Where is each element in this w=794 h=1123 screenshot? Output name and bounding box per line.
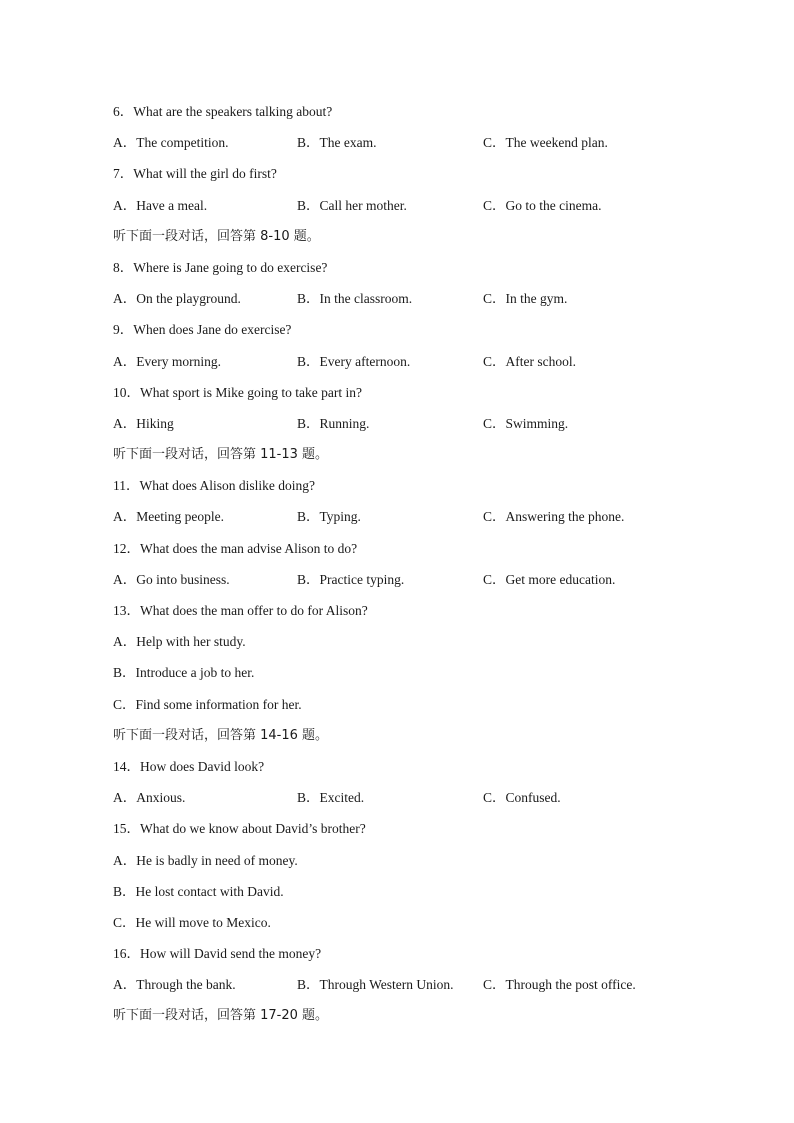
option-b: B．Every afternoon. xyxy=(297,353,411,369)
question-7-stem: 7．What will the girl do first? xyxy=(113,166,277,182)
option-c: C．Swimming. xyxy=(483,415,569,431)
question-stem xyxy=(113,944,713,975)
question-12-stem: 12．What does the man advise Alison to do? xyxy=(113,540,358,556)
section-heading-14-16: 听下面一段对话，回答第 14-16 题。 xyxy=(113,727,329,743)
option-a: A．Anxious. xyxy=(113,790,186,806)
question-stem xyxy=(113,539,713,570)
option-c: C．The weekend plan. xyxy=(483,135,608,151)
question-11-stem: 11．What does Alison dislike doing? xyxy=(113,478,315,494)
option-b: B．The exam. xyxy=(297,135,377,151)
question-6-stem: 6．What are the speakers talking about? xyxy=(113,104,333,119)
option-b: B．Through Western Union. xyxy=(297,977,454,993)
question-options xyxy=(113,289,713,320)
option-row xyxy=(113,695,713,726)
option-row xyxy=(113,882,713,913)
option-b: B．Typing. xyxy=(297,509,361,525)
section-heading xyxy=(113,726,713,757)
option-c: C．He will move to Mexico. xyxy=(113,914,271,930)
option-b: B．Running. xyxy=(297,415,370,431)
option-row xyxy=(113,913,713,944)
question-15-stem: 15．What do we know about David’s brother? xyxy=(113,821,366,837)
option-c: C．Answering the phone. xyxy=(483,509,625,525)
option-b: B．Introduce a job to her. xyxy=(113,665,255,681)
question-options xyxy=(113,507,713,538)
question-options xyxy=(113,414,713,445)
option-a: A．He is badly in need of money. xyxy=(113,852,298,868)
question-stem xyxy=(113,601,713,632)
question-8-stem: 8．Where is Jane going to do exercise? xyxy=(113,259,328,275)
question-options xyxy=(113,133,713,164)
option-a: A．On the playground. xyxy=(113,291,241,307)
option-c: C．Get more education. xyxy=(483,571,616,587)
option-a: A．Every morning. xyxy=(113,353,221,369)
question-stem xyxy=(113,320,713,351)
section-heading-8-10: 听下面一段对话，回答第 8-10 题。 xyxy=(113,228,320,244)
question-14-stem: 14．How does David look? xyxy=(113,758,265,774)
option-b: B．Call her mother. xyxy=(297,197,407,213)
question-stem xyxy=(113,819,713,850)
option-row xyxy=(113,663,713,694)
option-row xyxy=(113,851,713,882)
section-heading xyxy=(113,445,713,476)
option-c: C．After school. xyxy=(483,353,576,369)
question-stem xyxy=(113,258,713,289)
option-a: A．The competition. xyxy=(113,135,229,151)
option-a: A．Meeting people. xyxy=(113,509,224,525)
question-10-stem: 10．What sport is Mike going to take part in? xyxy=(113,384,362,400)
option-a: A．Have a meal. xyxy=(113,197,208,213)
question-stem xyxy=(113,476,713,507)
option-a: A．Through the bank. xyxy=(113,977,236,993)
section-heading-11-13: 听下面一段对话，回答第 11-13 题。 xyxy=(113,447,329,463)
option-a: A．Help with her study. xyxy=(113,634,246,650)
question-options xyxy=(113,570,713,601)
question-options xyxy=(113,975,713,1006)
question-stem xyxy=(113,164,713,195)
option-a: A．Go into business. xyxy=(113,571,230,587)
question-16-stem: 16．How will David send the money? xyxy=(113,946,322,962)
option-a: A．Hiking xyxy=(113,415,174,431)
section-heading-17-20: 听下面一段对话，回答第 17-20 题。 xyxy=(113,1008,329,1024)
option-b: B．Excited. xyxy=(297,790,365,806)
question-options xyxy=(113,788,713,819)
option-c: C．Confused. xyxy=(483,790,561,806)
option-c: C．Through the post office. xyxy=(483,977,636,993)
question-stem xyxy=(113,102,713,133)
exam-content xyxy=(113,102,713,1038)
question-stem xyxy=(113,757,713,788)
option-c: C．In the gym. xyxy=(483,291,568,307)
question-13-stem: 13．What does the man offer to do for Alison? xyxy=(113,603,368,618)
option-row xyxy=(113,632,713,663)
question-options xyxy=(113,196,713,227)
option-b: B．Practice typing. xyxy=(297,571,405,587)
option-b: B．In the classroom. xyxy=(297,291,413,307)
section-heading xyxy=(113,227,713,258)
question-stem xyxy=(113,383,713,414)
question-options xyxy=(113,352,713,383)
section-heading xyxy=(113,1006,713,1037)
option-b: B．He lost contact with David. xyxy=(113,883,284,899)
option-c: C．Find some information for her. xyxy=(113,696,302,712)
question-9-stem: 9．When does Jane do exercise? xyxy=(113,322,292,338)
option-c: C．Go to the cinema. xyxy=(483,197,602,213)
